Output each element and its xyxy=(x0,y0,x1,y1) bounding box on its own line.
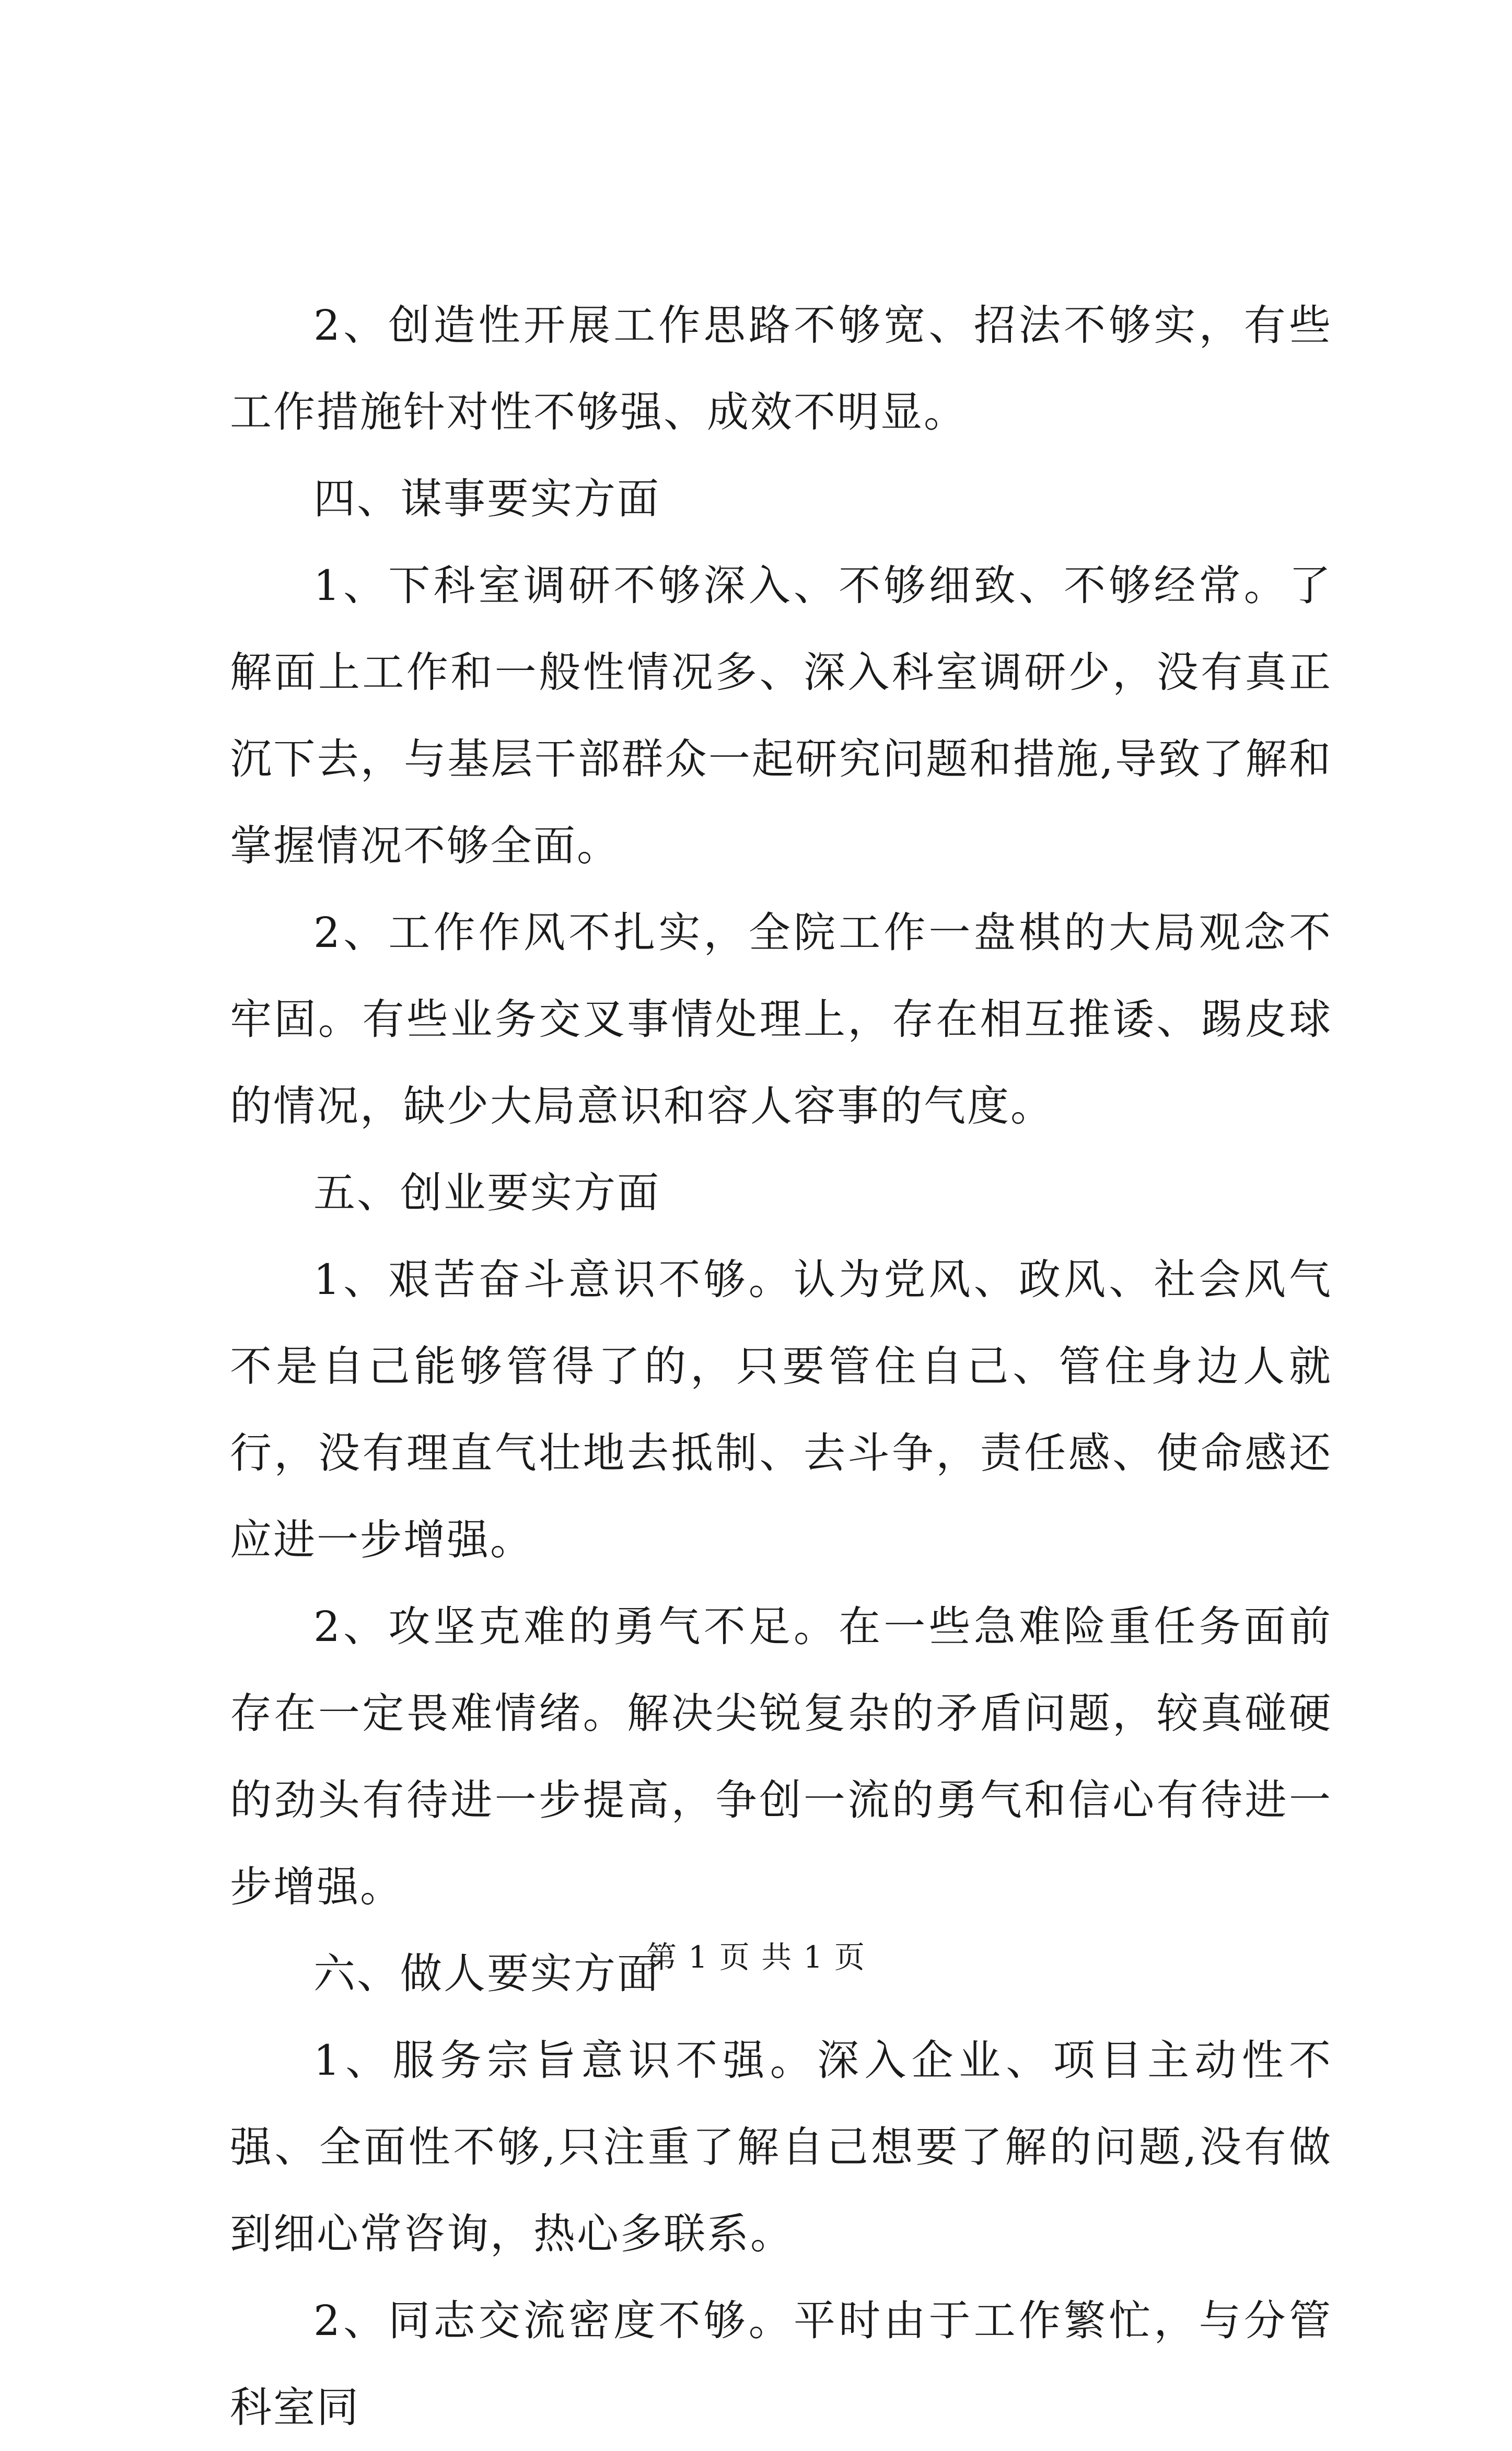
paragraph: 2、同志交流密度不够。平时由于工作繁忙，与分管科室同 xyxy=(230,2296,1332,2432)
paragraph: 2、创造性开展工作思路不够宽、招法不够实，有些工作措施针对性不够强、成效不明显。 xyxy=(230,301,1332,436)
section-heading: 四、谋事要实方面 xyxy=(313,475,660,523)
paragraph: 2、攻坚克难的勇气不足。在一些急难险重任务面前存在一定畏难情绪。解决尖锐复杂的矛盾问题，较真碰硬的劲头有待进一步提高，争创一流的勇气和信心有待进一步增强。 xyxy=(230,1602,1332,1911)
paragraph: 1、下科室调研不够深入、不够细致、不够经常。了解面上工作和一般性情况多、深入科室调研少，没有真正沉下去，与基层干部群众一起研究问题和措施,导致了解和掌握情况不够全面。 xyxy=(230,561,1332,870)
paragraph: 2、工作作风不扎实，全院工作一盘棋的大局观念不牢固。有些业务交叉事情处理上，存在相互推诿、踢皮球的情况，缺少大局意识和容人容事的气度。 xyxy=(230,908,1332,1130)
section-heading: 六、做人要实方面 xyxy=(313,1949,660,1998)
paragraph: 1、服务宗旨意识不强。深入企业、项目主动性不强、全面性不够,只注重了解自己想要了解的问题,没有做到细心常咨询，热心多联系。 xyxy=(230,2036,1332,2258)
document-body xyxy=(230,282,1332,2451)
section-heading: 五、创业要实方面 xyxy=(313,1169,660,1217)
page-number-footer: 第 1 页 共 1 页 xyxy=(646,1939,866,1975)
paragraph: 1、艰苦奋斗意识不够。认为党风、政风、社会风气不是自己能够管得了的，只要管住自己、管住身边人就行，没有理直气壮地去抵制、去斗争，责任感、使命感还应进一步增强。 xyxy=(230,1255,1332,1564)
